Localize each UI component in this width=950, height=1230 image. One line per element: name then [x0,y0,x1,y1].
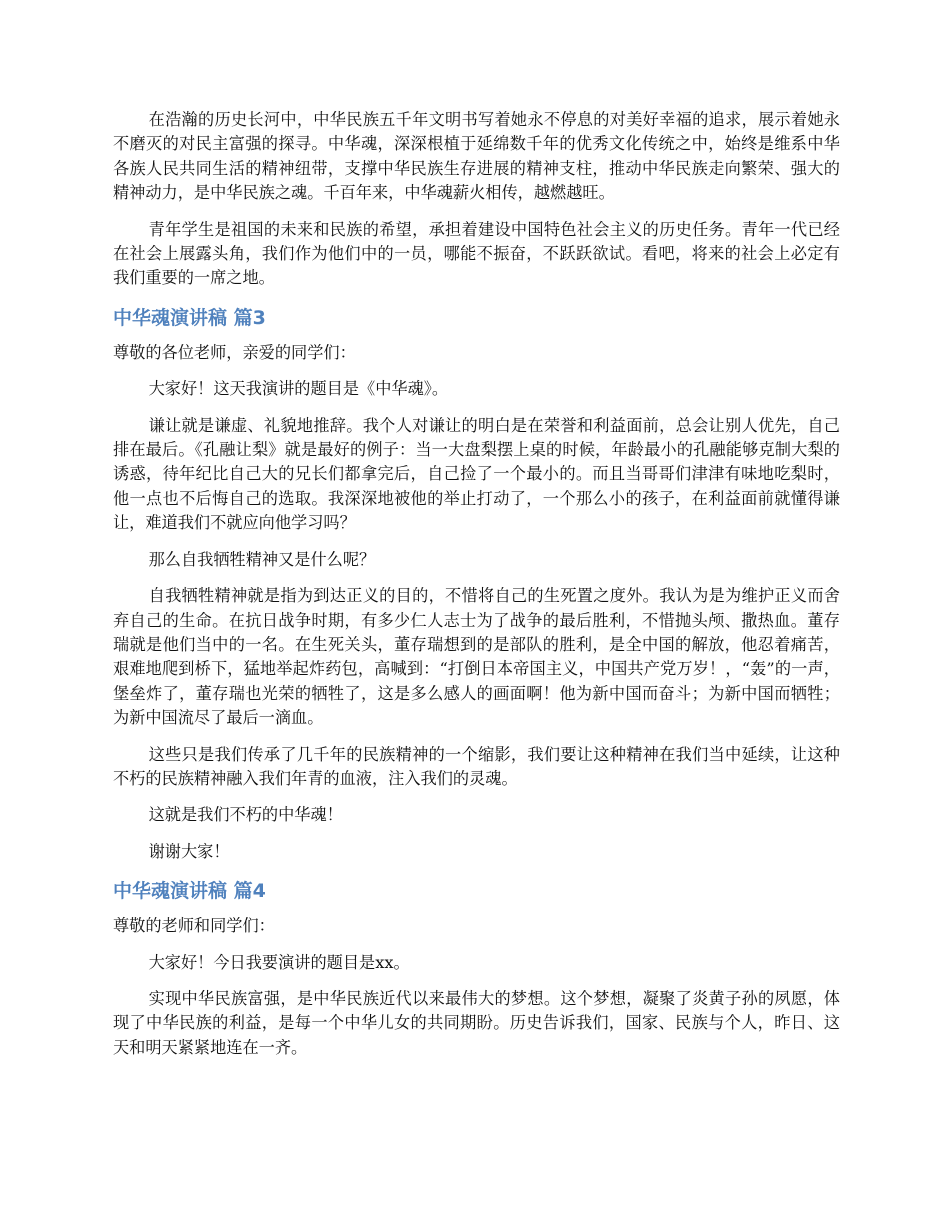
body-paragraph: 大家好！今日我要演讲的题目是xx。 [148,952,410,972]
body-paragraph: 这就是我们不朽的中华魂！ [148,805,343,825]
body-paragraph: 大家好！这天我演讲的题目是《中华魂》。 [148,379,449,399]
body-paragraph: 自我牺牲精神就是指为到达正义的目的，不惜将自己的生死置之度外。我认为是为维护正义而舍弃自己的生命。在抗日战争时期，有多少仁人志士为了战争的最后胜利，不惜抛头颅、撒热血。董存瑞就是他们当中的一名。在生死关头，董存瑞想到的是部队的胜利，是全中国的解放，他忍着痛苦，艰难地爬到桥下，猛地举起炸药包，高喊到：“打倒日本帝国主义，中国共产党万岁！，“轰”的一声，堡垒炸了，董存瑞也光荣的牺牲了，这是多么感人的画面啊！他为新中国而奋斗；为新中国而牺牲；为新中国流尽了最后一滴血。 [113,586,840,728]
body-paragraph: 谢谢大家！ [148,841,230,861]
document-page [113,108,840,1072]
body-paragraph: 这些只是我们传承了几千年的民族精神的一个缩影，我们要让这种精神在我们当中延续，让这种不朽的民族精神融入我们年青的血液，注入我们的灵魂。 [113,744,840,788]
section-heading: 中华魂演讲稿 篇4 [113,880,266,903]
body-paragraph: 那么自我牺牲精神又是什么呢？ [148,549,376,569]
body-paragraph: 谦让就是谦虚、礼貌地推辞。我个人对谦让的明白是在荣誉和利益面前，总会让别人优先，自己排在最后。《孔融让梨》就是最好的例子：当一大盘梨摆上桌的时候，年龄最小的孔融能够克制大梨的诱惑，待年纪比自己大的兄长们都拿完后，自己捡了一个最小的。而且当哥哥们津津有味地吃梨时，他一点也不后悔自己的选取。我深深地被他的举止打动了，一个那么小的孩子，在利益面前就懂得谦让，难道我们不就应向他学习吗？ [113,415,840,533]
salutation: 尊敬的老师和同学们： [113,916,275,936]
salutation: 尊敬的各位老师，亲爱的同学们： [113,342,356,362]
body-paragraph: 青年学生是祖国的未来和民族的希望，承担着建设中国特色社会主义的历史任务。青年一代已经在社会上展露头角，我们作为他们中的一员，哪能不振奋，不跃跃欲试。看吧，将来的社会上必定有我们重要的一席之地。 [113,219,840,288]
section-heading: 中华魂演讲稿 篇3 [113,306,266,329]
body-paragraph: 在浩瀚的历史长河中，中华民族五千年文明书写着她永不停息的对美好幸福的追求，展示着她永不磨灭的对民主富强的探寻。中华魂，深深根植于延绵数千年的优秀文化传统之中，始终是维系中华各族人民共同生活的精神纽带，支撑中华民族生存进展的精神支柱，推动中华民族走向繁荣、强大的精神动力，是中华民族之魂。千百年来，中华魂薪火相传，越燃越旺。 [113,110,840,203]
body-paragraph: 实现中华民族富强，是中华民族近代以来最伟大的梦想。这个梦想，凝聚了炎黄子孙的夙愿，体现了中华民族的利益，是每一个中华儿女的共同期盼。历史告诉我们，国家、民族与个人，昨日、这天和明天紧紧地连在一齐。 [113,988,840,1057]
